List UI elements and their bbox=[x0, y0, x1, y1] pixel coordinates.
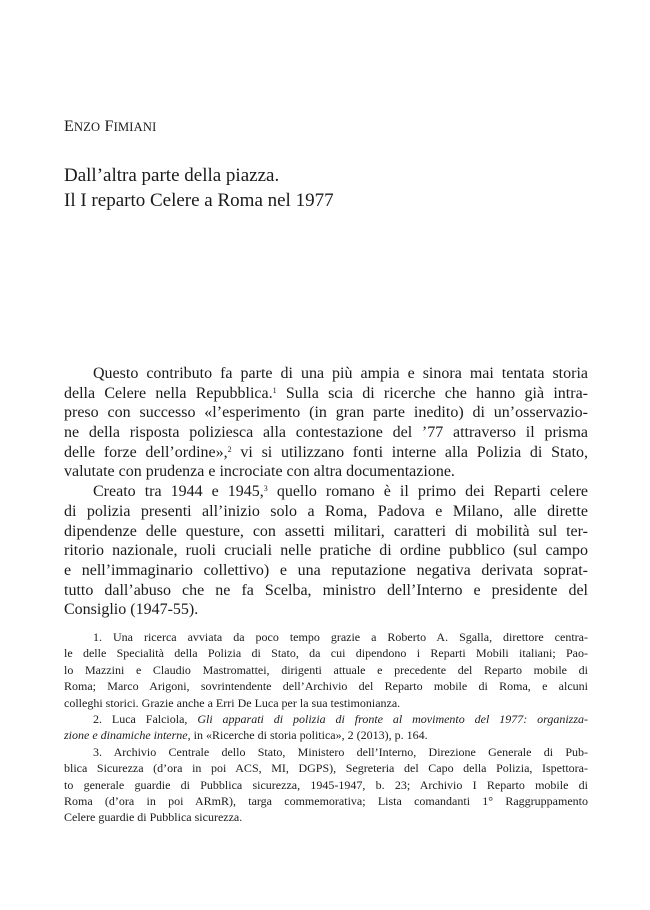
title-line-2: Il I reparto Celere a Roma nel 1977 bbox=[64, 190, 334, 211]
author-first-rest: NZO bbox=[73, 120, 101, 134]
footnote-ref-3[interactable]: 3 bbox=[263, 484, 268, 494]
body-line: ritorio nazionale, ruoli cruciali nelle pratiche di ordine pubblico (sul campo bbox=[64, 542, 588, 560]
body-line bbox=[64, 384, 588, 404]
author-first-initial: E bbox=[64, 118, 74, 135]
body-line: preso con successo «l’esperimento (in gran parte inedito) di un’osservazio- bbox=[64, 404, 588, 422]
body-line-part: quello romano è il primo dei Reparti celere bbox=[276, 483, 588, 501]
footnote-2-title: Gli apparati di polizia di fronte al movimento del 1977: organizza- bbox=[197, 711, 588, 726]
body-line-part: vi si utilizzano fonti interne alla Polizia di Stato, bbox=[240, 443, 589, 461]
footnote-2-source: , in «Ricerche di storia politica», 2 (2013), p. 164. bbox=[187, 728, 428, 743]
body-line: ne della risposta poliziesca alla contestazione del ’77 attraverso il prisma bbox=[64, 424, 588, 442]
body-line bbox=[64, 482, 588, 502]
body-line-part: della Celere nella Repubblica. bbox=[64, 384, 273, 402]
author-name bbox=[64, 118, 156, 136]
footnote-2-line bbox=[64, 727, 588, 743]
footnote-3-line: 3. Archivio Centrale dello Stato, Ministero dell’Interno, Direzione Generale di Pub- bbox=[93, 744, 588, 759]
footnote-3-line: Celere guardie di Pubblica sicurezza. bbox=[64, 810, 243, 825]
body-line: tutto dall’abuso che ne fa Scelba, ministro dell’Interno e presidente del bbox=[64, 581, 588, 599]
body-line-part: Sulla scia di ricerche che hanno già intra- bbox=[285, 384, 589, 402]
footnote-ref-2[interactable]: 2 bbox=[227, 444, 232, 454]
footnote-ref-1[interactable]: 1 bbox=[272, 385, 277, 395]
body-line-part: Creato tra 1944 e 1945, bbox=[93, 483, 264, 501]
footnote-2-title-cont: zione e dinamiche interne bbox=[64, 728, 188, 743]
footnote-3-line: blica Sicurezza (d’ora in poi ACS, MI, DGPS), Segreteria del Capo della Polizia, Ispettora- bbox=[64, 761, 588, 776]
footnote-1-line: colleghi storici. Grazie anche a Erri De Luca per la sua testimonianza. bbox=[64, 695, 401, 710]
title-line-1: Dall’altra parte della piazza. bbox=[64, 165, 280, 186]
footnote-2-author: 2. Luca Falciola, bbox=[93, 711, 188, 726]
footnote-3-line: Roma (d’ora in poi ARmR), targa commemorativa; Lista comandanti 1° Raggruppamento bbox=[64, 793, 588, 808]
footnote-1-line: 1. Una ricerca avviata da poco tempo grazie a Roberto A. Sgalla, direttore centra- bbox=[93, 630, 588, 644]
footnote-1-line: lo Mazzini e Claudio Mastromattei, dirigenti attuale e precedente del Reparto mobile di bbox=[64, 662, 588, 677]
footnote-2-line bbox=[64, 711, 588, 727]
author-last-rest: IMIANI bbox=[113, 120, 157, 134]
footnote-3-line: to generale guardie di Pubblica sicurezza, 1945-1947, b. 23; Archivio I Reparto mobile di bbox=[64, 777, 588, 792]
body-line: e nell’immaginario collettivo) e una reputazione negativa derivata soprat- bbox=[64, 561, 588, 579]
body-text bbox=[64, 364, 588, 620]
body-line-part: delle forze dell’ordine», bbox=[64, 443, 228, 461]
body-line: Questo contributo fa parte di una più ampia e sinora mai tentata storia bbox=[93, 365, 588, 382]
footnote-1-line: le delle Specialità della Polizia di Stato, da cui dipendono i Reparti Mobili italiani; Pao- bbox=[64, 646, 588, 661]
article-title bbox=[64, 163, 334, 213]
footnote-1-line: Roma; Marco Arigoni, sovrintendente dell’Archivio del Reparto mobile di Roma, e alcuni bbox=[64, 679, 588, 694]
body-line bbox=[64, 443, 588, 463]
author-last-initial: F bbox=[104, 118, 114, 135]
body-line: Consiglio (1947-55). bbox=[64, 601, 199, 619]
footnotes bbox=[64, 629, 588, 826]
body-line: valutate con prudenza e incrociate con altra documentazione. bbox=[64, 463, 455, 481]
body-line: di polizia presenti all’inizio solo a Roma, Padova e Milano, alle dirette bbox=[64, 502, 588, 520]
body-line: dipendenze delle questure, con assetti militari, caratteri di mobilità sul ter- bbox=[64, 522, 588, 540]
